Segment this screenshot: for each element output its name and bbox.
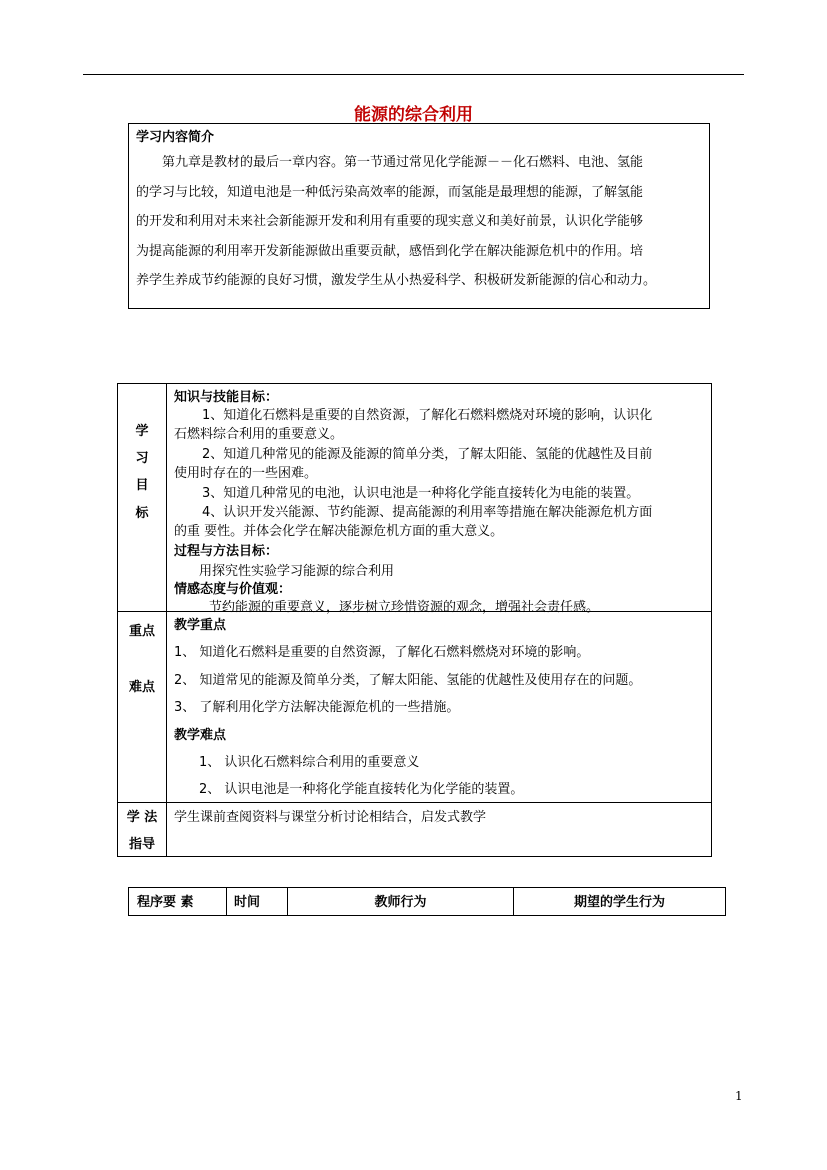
key-heading: 教学重点 (174, 618, 227, 633)
key-label: 重点 (128, 624, 155, 639)
difficult-heading: 教学难点 (174, 728, 227, 743)
method-content (167, 803, 711, 856)
key-points-row (118, 612, 711, 803)
method-label: 指导 (128, 837, 155, 852)
learning-goals-label-cell (118, 384, 167, 611)
procedure-header: 期望的学生行为 (573, 895, 665, 910)
method-label-cell (118, 803, 167, 856)
goals-label-char: 学 (135, 424, 149, 439)
column-divider (226, 888, 227, 915)
page-number: 1 (735, 1089, 743, 1103)
learning-goals-row (118, 384, 711, 615)
key-line: 1、 知道化石燃料是重要的自然资源，了解化石燃料燃烧对环境的影响。 (174, 645, 590, 660)
header-rule (83, 74, 744, 75)
goals-label-char: 习 (135, 451, 149, 466)
process-line: 用探究性实验学习能源的综合利用 (199, 564, 395, 579)
procedure-header: 时间 (234, 895, 261, 910)
knowledge-line: 3、知道几种常见的电池，认识电池是一种将化学能直接转化为电能的装置。 (202, 486, 640, 501)
knowledge-line: 1、知道化石燃料是重要的自然资源，了解化石燃料燃烧对环境的影响，认识化 (202, 408, 653, 423)
intro-line: 第九章是教材的最后一章内容。第一节通过常见化学能源－－化石燃料、电池、氢能 (162, 155, 644, 170)
procedure-header: 教师行为 (374, 895, 427, 910)
key-line: 3、 了解利用化学方法解决能源危机的一些措施。 (174, 700, 460, 715)
intro-line: 为提高能源的利用率开发新能源做出重要贡献，感悟到化学在解决能源危机中的作用。培 (136, 243, 644, 259)
key-points-content (167, 612, 711, 802)
objectives-table (117, 383, 712, 857)
intro-box (128, 123, 710, 309)
intro-line: 养学生养成节约能源的良好习惯，激发学生从小热爱科学、积极研发新能源的信心和动力。 (136, 273, 657, 288)
knowledge-line: 的重 要性。并体会化学在解决能源危机方面的重大意义。 (174, 524, 504, 539)
procedure-table (128, 887, 726, 916)
goals-label-char: 标 (135, 506, 149, 521)
procedure-header: 程序要 素 (137, 895, 194, 910)
knowledge-heading: 知识与技能目标： (174, 390, 279, 405)
knowledge-line: 2、知道几种常见的能源及能源的简单分类，了解太阳能、氢能的优越性及目前 (202, 447, 653, 462)
knowledge-line: 使用时存在的一些困难。 (174, 466, 318, 481)
attitude-heading: 情感态度与价值观： (174, 582, 292, 597)
intro-heading: 学习内容简介 (136, 130, 215, 145)
method-text: 学生课前查阅资料与课堂分析讨论相结合，启发式教学 (174, 810, 487, 825)
knowledge-line: 石燃料综合利用的重要意义。 (174, 427, 344, 442)
page-title: 能源的综合利用 (354, 105, 473, 125)
goals-label-char: 目 (135, 478, 149, 493)
process-heading: 过程与方法目标： (174, 544, 279, 559)
difficult-line: 2、 认识电池是一种将化学能直接转化为化学能的装置。 (199, 782, 524, 797)
intro-line: 的学习与比较，知道电池是一种低污染高效率的能源，而氢能是最理想的能源，了解氢能 (136, 184, 644, 200)
method-row (118, 803, 711, 856)
intro-line: 的开发和利用对未来社会新能源开发和利用有重要的现实意义和美好前景，认识化学能够 (136, 214, 644, 229)
knowledge-line: 4、认识开发兴能源、节约能源、提高能源的利用率等措施在解决能源危机方面 (202, 505, 653, 520)
learning-goals-content (167, 384, 711, 615)
difficult-label: 难点 (128, 680, 155, 695)
difficult-line: 1、 认识化石燃料综合利用的重要意义 (199, 755, 420, 770)
key-line: 2、 知道常见的能源及简单分类，了解太阳能、氢能的优越性及使用存在的问题。 (174, 673, 642, 688)
key-points-label-cell (118, 612, 167, 802)
attitude-line: 节约能源的重要意义，逐步树立珍惜资源的观念，增强社会责任感。 (209, 600, 600, 615)
method-label: 学 法 (126, 810, 158, 825)
intro-text (136, 148, 704, 296)
